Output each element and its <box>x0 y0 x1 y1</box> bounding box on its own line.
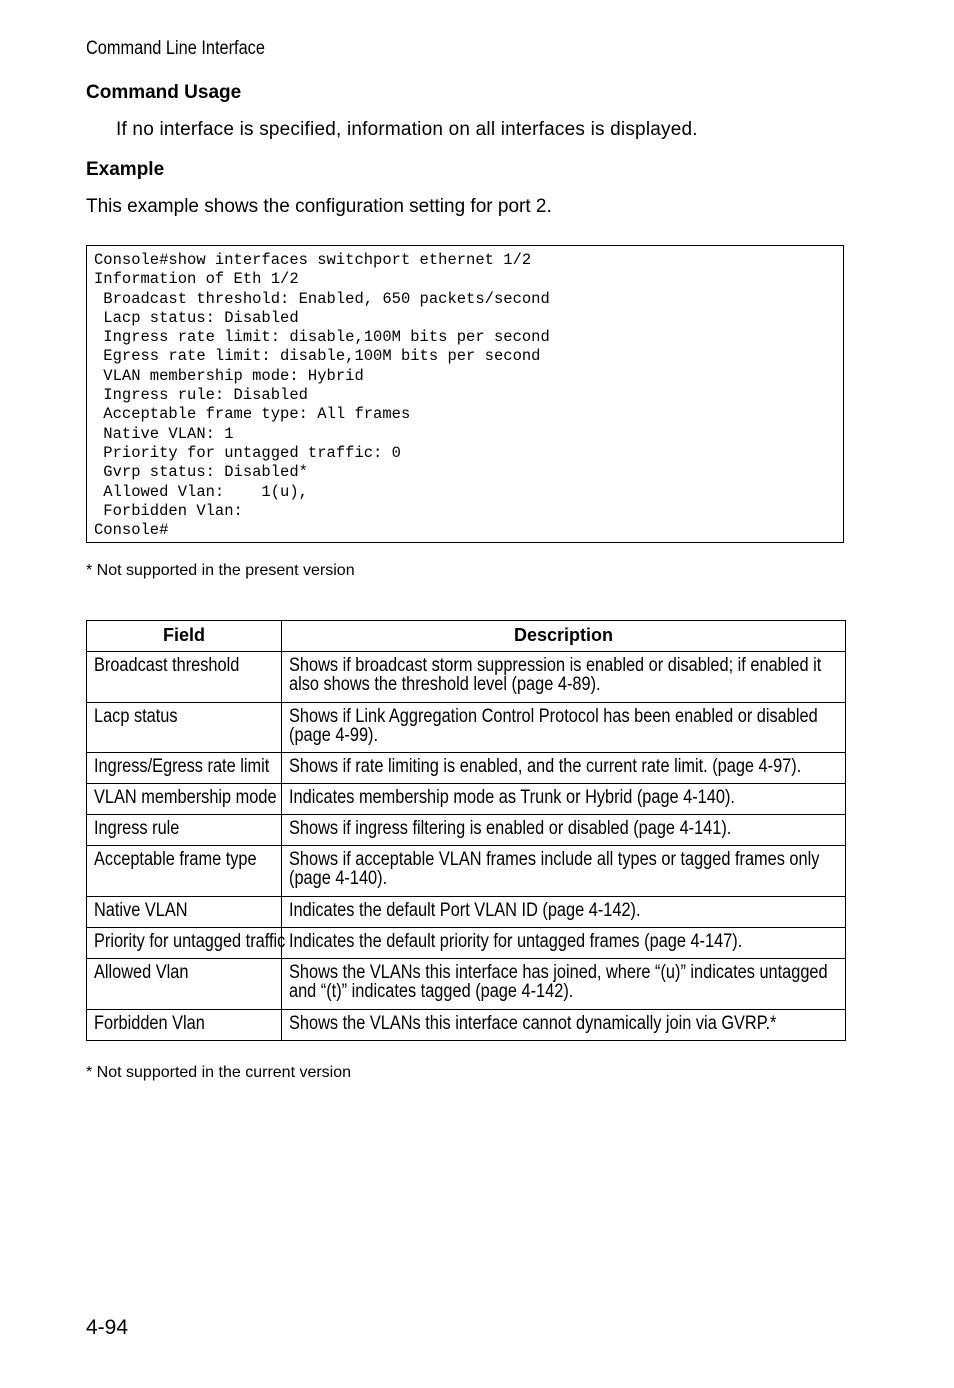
field-description: Indicates the default priority for untagged frames (page 4-147). <box>289 931 743 952</box>
running-header: Command Line Interface <box>86 38 265 59</box>
field-name: Lacp status <box>94 706 178 727</box>
table-row <box>87 846 846 897</box>
field-description: Shows the VLANs this interface has joined, where “(u)” indicates untagged and “(t)” indicates tagged (page 4-142). <box>289 962 828 1002</box>
command-usage-text: If no interface is specified, information on all interfaces is displayed. <box>116 119 698 140</box>
table-row <box>87 1010 846 1041</box>
field-name: Allowed Vlan <box>94 962 189 983</box>
table-row <box>87 959 846 1010</box>
field-name: Ingress rule <box>94 818 180 839</box>
description-cell <box>282 784 846 815</box>
field-name: Broadcast threshold <box>94 655 240 676</box>
field-name: Ingress/Egress rate limit <box>94 756 270 777</box>
console-line: Egress rate limit: disable,100M bits per second <box>94 347 541 366</box>
field-description: Shows if Link Aggregation Control Protocol has been enabled or disabled (page 4-99). <box>289 706 818 746</box>
field-description-table <box>86 620 846 1041</box>
description-cell <box>282 652 846 703</box>
field-description: Shows if rate limiting is enabled, and the current rate limit. (page 4-97). <box>289 756 802 777</box>
column-header-field: Field <box>87 621 282 652</box>
table-footnote: * Not supported in the current version <box>86 1064 352 1081</box>
console-line: Ingress rule: Disabled <box>94 386 308 405</box>
field-cell <box>87 846 282 897</box>
description-cell <box>282 846 846 897</box>
table-row <box>87 815 846 846</box>
field-name: Acceptable frame type <box>94 849 257 870</box>
console-line: Lacp status: Disabled <box>94 308 299 327</box>
field-name: Priority for untagged traffic <box>94 931 286 952</box>
description-cell <box>282 703 846 753</box>
console-output-box <box>86 245 844 543</box>
field-description: Shows if ingress filtering is enabled or disabled (page 4-141). <box>289 818 732 839</box>
description-cell <box>282 753 846 784</box>
table-header-row <box>87 621 846 652</box>
table-row <box>87 652 846 703</box>
console-line: Acceptable frame type: All frames <box>94 405 411 424</box>
field-cell <box>87 1010 282 1041</box>
console-line: Ingress rate limit: disable,100M bits per second <box>94 328 550 347</box>
table-row <box>87 784 846 815</box>
field-description: Shows the VLANs this interface cannot dynamically join via GVRP.* <box>289 1013 777 1034</box>
console-line: Forbidden Vlan: <box>94 501 243 520</box>
field-description: Indicates the default Port VLAN ID (page 4-142). <box>289 900 641 921</box>
console-line: Information of Eth 1/2 <box>94 270 299 289</box>
table-row <box>87 753 846 784</box>
description-cell <box>282 815 846 846</box>
console-line: Priority for untagged traffic: 0 <box>94 443 401 462</box>
console-line: VLAN membership mode: Hybrid <box>94 366 364 385</box>
field-cell <box>87 897 282 928</box>
field-name: Native VLAN <box>94 900 188 921</box>
field-cell <box>87 815 282 846</box>
field-name: VLAN membership mode <box>94 787 277 808</box>
console-line: Console# <box>94 521 169 540</box>
console-line: Allowed Vlan: 1(u), <box>94 482 308 501</box>
field-description: Indicates membership mode as Trunk or Hybrid (page 4-140). <box>289 787 735 808</box>
field-description: Shows if broadcast storm suppression is enabled or disabled; if enabled it also shows the threshold level (page 4-89). <box>289 655 822 695</box>
description-cell <box>282 959 846 1010</box>
console-line: Broadcast threshold: Enabled, 650 packets/second <box>94 289 550 308</box>
description-cell <box>282 928 846 959</box>
field-cell <box>87 652 282 703</box>
field-cell <box>87 703 282 753</box>
field-cell <box>87 928 286 959</box>
table-row <box>87 897 846 928</box>
console-footnote: * Not supported in the present version <box>86 562 355 579</box>
field-cell <box>87 959 282 1010</box>
command-usage-heading: Command Usage <box>86 82 242 103</box>
table-row <box>87 703 846 753</box>
column-header-description: Description <box>282 621 846 652</box>
console-line: Console#show interfaces switchport ethernet 1/2 <box>94 251 532 269</box>
field-description: Shows if acceptable VLAN frames include all types or tagged frames only (page 4-140). <box>289 849 820 889</box>
description-cell <box>282 1010 846 1041</box>
field-cell <box>87 784 282 815</box>
example-text: This example shows the configuration setting for port 2. <box>86 196 552 217</box>
example-heading: Example <box>86 159 165 180</box>
console-line: Native VLAN: 1 <box>94 424 234 443</box>
page-number: 4-94 <box>86 1316 129 1339</box>
console-line: Gvrp status: Disabled* <box>94 463 308 482</box>
field-name: Forbidden Vlan <box>94 1013 205 1034</box>
field-cell <box>87 753 282 784</box>
description-cell <box>282 897 846 928</box>
table-row <box>87 928 846 959</box>
